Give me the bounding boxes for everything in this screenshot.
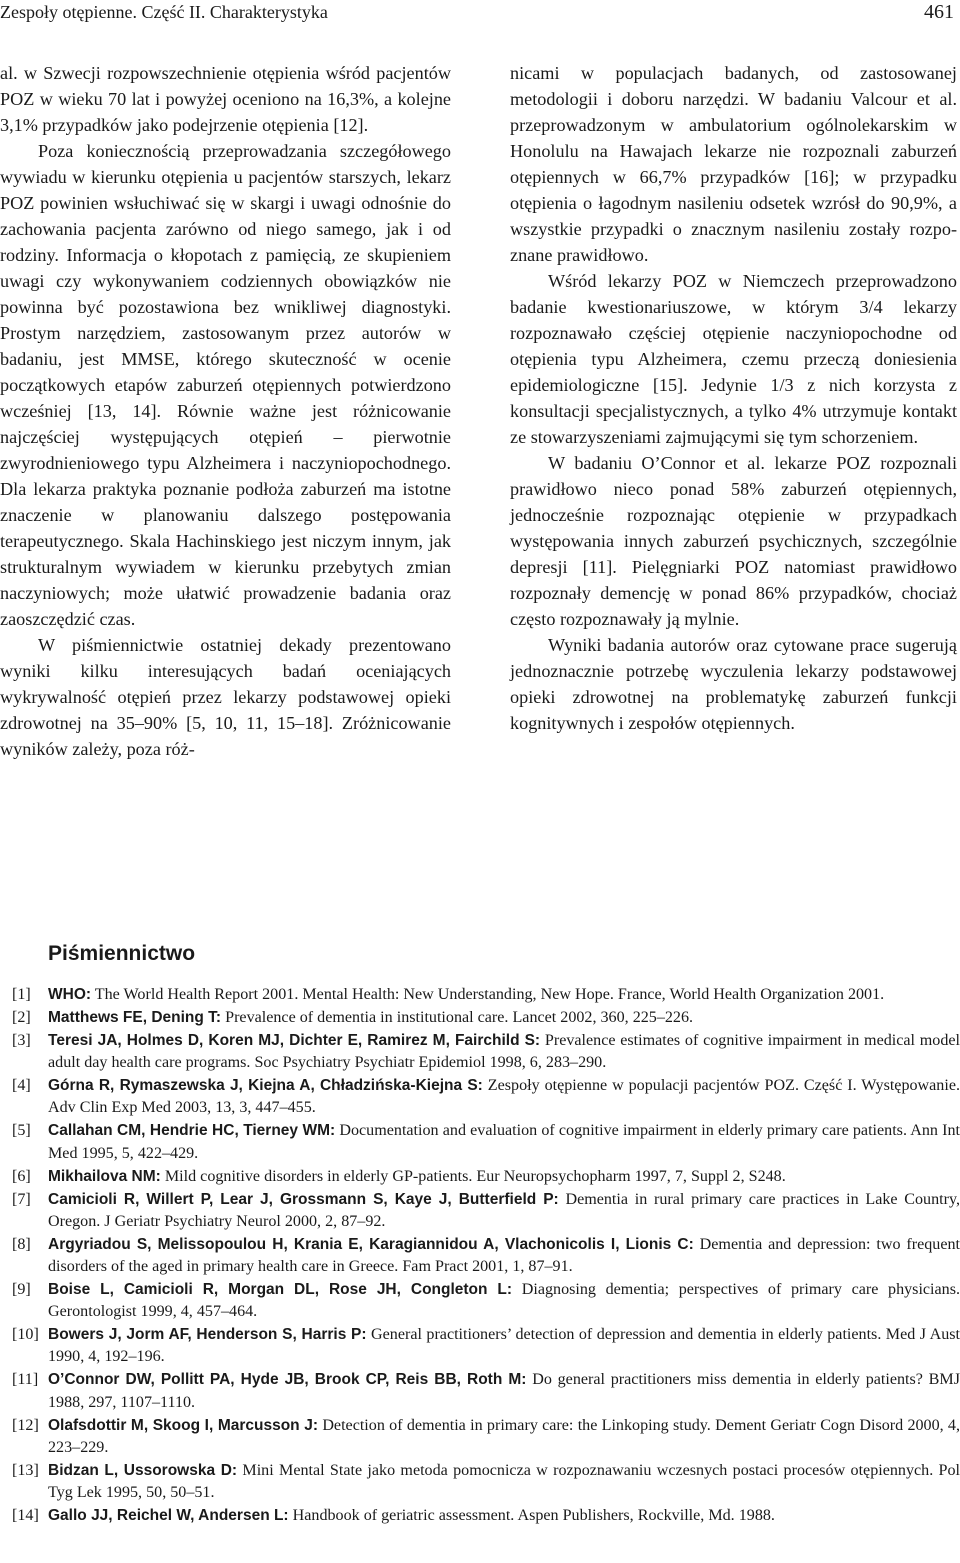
reference-authors: Matthews FE, Dening T:: [48, 1009, 222, 1026]
reference-number: [9]: [12, 1281, 31, 1299]
paragraph: al. w Szwecji rozpowszechnienie otępienia wśród pacjentów POZ w wieku 70 lat i powyżej oceniono na 16,3%, a kolejne 3,1% przypadków jako podejrzenie otępienia [12].: [0, 63, 451, 135]
reference-number: [2]: [12, 1009, 31, 1026]
reference-number: [5]: [12, 1122, 31, 1140]
reference-number: [6]: [12, 1167, 31, 1185]
reference-text: Detection of dementia in primary care: the Linkoping study. Dement Geriatr Cogn Disord 2000, 4, 223–229.: [48, 1416, 960, 1456]
reference-authors: Bidzan L, Ussorowska D:: [48, 1461, 238, 1479]
paragraph: Wyniki badania autorów oraz cytowane prace sugerują jednoznacznie potrzebę wyczulenia lekarzy podstawowej opieki zdrowotnej na problematykę zaburzeń funkcji kognitywnych i zespołów otępiennych.: [510, 635, 957, 733]
reference-number: [3]: [12, 1032, 31, 1049]
reference-text: Do general practitioners miss dementia in elderly patients? BMJ 1988, 297, 1107–1110.: [48, 1371, 960, 1411]
paragraph: nicami w populacjach badanych, od zastosowanej metodologii i doboru narzędzi. W badaniu Valcour et al. przeprowadzonym w ambulatorium ogólnolekarskim w Honolulu na Hawajach lekarze nie rozpoznali zaburzeń otępiennych w 66,7% przypadków [16]; w przypadku otępienia o łagodnym nasileniu odsetek wzrósł do 90,9%, a wszystkie przypadki o znacznym nasileniu zostały rozpoznane prawidłowo.: [510, 63, 957, 265]
reference-text: The World Health Report 2001. Mental Health: New Understanding, New Hope. France, World Health Organization 2001.: [94, 986, 885, 1003]
reference-number: [14]: [12, 1507, 39, 1525]
reference-text: Handbook of geriatric assessment. Aspen Publishers, Rockville, Md. 1988.: [292, 1507, 775, 1525]
reference-authors: Górna R, Rymaszewska J, Kiejna A, Chładzińska-Kiejna S:: [48, 1077, 483, 1095]
reference-number: [4]: [12, 1077, 31, 1095]
left-column: [0, 60, 451, 762]
running-header: [0, 0, 954, 24]
reference-text: Dementia in rural primary care practices in Lake Country, Oregon. J Geriatr Psychiatry Neurol 2000, 2, 87–92.: [48, 1190, 960, 1230]
reference-authors: Mikhailova NM:: [48, 1167, 161, 1185]
reference-text: Mini Mental State jako metoda pomocnicza w rozpoznawaniu wczesnych postaci procesów otępiennych. Pol Tyg Lek 1995, 50, 50–51.: [48, 1461, 960, 1502]
reference-item: [0, 1279, 960, 1323]
references-heading: Piśmiennictwo: [48, 942, 196, 965]
paragraph: W piśmiennictwie ostatniej dekady prezentowano wyniki kilku interesujących badań oceniających wykrywalność otępień przez lekarzy podstawowej opieki zdrowotnej na 35–90% [5, 10, 11, 15–18]. Zróżnicowanie wyników zależy, poza róż-: [0, 635, 451, 759]
reference-item: [0, 984, 960, 1006]
reference-item: [0, 1007, 960, 1029]
reference-item: [0, 1234, 960, 1278]
reference-text: Documentation and evaluation of cognitive impairment in elderly primary care patients. Ann Int Med 1995, 5, 422–429.: [48, 1122, 960, 1162]
reference-authors: Bowers J, Jorm AF, Henderson S, Harris P:: [48, 1326, 367, 1344]
reference-authors: O’Connor DW, Pollitt PA, Hyde JB, Brook CP, Reis BB, Roth M:: [48, 1371, 527, 1389]
reference-item: [0, 1505, 960, 1527]
reference-authors: Teresi JA, Holmes D, Koren MJ, Dichter E, Ramirez M, Fairchild S:: [48, 1032, 541, 1049]
reference-authors: Olafsdottir M, Skoog I, Marcusson J:: [48, 1416, 319, 1434]
reference-item: [0, 1120, 960, 1164]
reference-number: [13]: [12, 1461, 39, 1479]
reference-text: Zespoły otępienne w populacji pacjentów POZ. Część I. Występowanie. Adv Clin Exp Med 2003, 13, 3, 447–455.: [48, 1077, 960, 1117]
reference-item: [0, 1415, 960, 1459]
reference-authors: WHO:: [48, 986, 92, 1003]
reference-item: [0, 1075, 960, 1119]
reference-item: [0, 1030, 960, 1074]
reference-item: [0, 1189, 960, 1233]
reference-authors: Camicioli R, Willert P, Lear J, Grossmann S, Kaye J, Butterfield P:: [48, 1190, 559, 1208]
reference-text: Prevalence estimates of cognitive impairment in medical model adult day health care programs. Soc Psychiatry Psychiatr Epidemiol 1998, 6, 283–290.: [48, 1032, 960, 1072]
reference-text: Mild cognitive disorders in elderly GP-patients. Eur Neuropsychopharm 1997, 7, Suppl 2, S248.: [164, 1167, 786, 1185]
reference-text: General practitioners’ detection of depression and dementia in elderly patients. Med J Aust 1990, 4, 192–196.: [48, 1326, 960, 1366]
reference-authors: Gallo JJ, Reichel W, Andersen L:: [48, 1507, 289, 1525]
reference-text: Prevalence of dementia in institutional care. Lancet 2002, 360, 225–226.: [225, 1009, 694, 1026]
paragraph: W badaniu O’Connor et al. lekarze POZ rozpoznali prawidłowo nieco ponad 58% zaburzeń otępiennych, jednocześnie rozpoznając otępienie w przypadkach występowania innych zaburzeń psychicznych, szczególnie depresji [11]. Pielęgniarki POZ natomiast prawidłowo rozpoznały demencję w ponad 86% przypadków, chociaż często rozpoznawały ją mylnie.: [510, 453, 957, 629]
reference-item: [0, 1166, 960, 1188]
paragraph: Wśród lekarzy POZ w Niemczech przeprowadzono badanie kwestionariuszowe, w którym 3/4 lekarzy rozpoznawało częściej otępienie naczyniopochodne od otępienia typu Alzheimera, czemu przeczą doniesienia epidemiologiczne [15]. Jedynie 1/3 z nich korzysta z konsultacji specjalistycznych, a tylko 4% utrzymuje kontakt ze stowarzyszeniami zajmującymi się tym schorzeniem.: [510, 271, 957, 447]
reference-text: Dementia and depression: two frequent disorders of the aged in primary health care in Greece. Fam Pract 2001, 1, 87–91.: [48, 1235, 960, 1276]
reference-authors: Boise L, Camicioli R, Morgan DL, Rose JH, Congleton L:: [48, 1281, 513, 1299]
page-number: 461: [924, 1, 954, 23]
reference-authors: Argyriadou S, Melissopoulou H, Krania E, Karagiannidou A, Vlachonicolis I, Lionis C:: [48, 1235, 694, 1253]
reference-number: [1]: [12, 986, 31, 1003]
reference-number: [10]: [12, 1326, 39, 1344]
reference-number: [12]: [12, 1416, 39, 1434]
reference-item: [0, 1369, 960, 1413]
reference-number: [11]: [12, 1371, 39, 1389]
reference-text: Diagnosing dementia; perspectives of primary care physicians. Gerontologist 1999, 4, 457–464.: [48, 1281, 960, 1321]
reference-list: [0, 984, 960, 1528]
reference-item: [0, 1460, 960, 1504]
reference-number: [7]: [12, 1190, 31, 1208]
right-column: [510, 60, 957, 736]
reference-number: [8]: [12, 1235, 31, 1253]
body-text: [0, 60, 960, 890]
paragraph: Poza koniecznością przeprowadzania szczegółowego wywiadu w kierunku otępienia u pacjentów starszych, lekarz POZ powinien wsłuchiwać się w skargi i uwagi odnośnie do zachowania pacjenta zarówno od niego samego, jak i od rodziny. Informacja o kłopotach z pamięcią, ze skupieniem uwagi czy wykonywaniem codziennych obowiązków nie powinna być pozostawiona bez wnikliwej diagnostyki. Prostym narzędziem, zastosowanym przez autorów w badaniu, jest MMSE, którego skuteczność w ocenie początkowych etapów zaburzeń otępiennych potwierdzono wcześniej [13, 14]. Równie ważne jest różnicowanie najczęściej występujących otępień – pierwotnie zwyrodnieniowego typu Alzheimera i naczyniopochodnego. Dla lekarza praktyka poznanie podłoża zaburzeń ma istotne znaczenie w planowaniu dalszego postępowania terapeutycznego. Skala Hachinskiego jest niczym innym, jak strukturalnym wywiadem w kierunku przebytych zmian naczyniowych; może ułatwić prowadzenie badania oraz zaoszczędzić czas.: [0, 141, 451, 629]
running-title: Zespoły otępienne. Część II. Charakterystyka: [0, 2, 328, 22]
reference-item: [0, 1324, 960, 1368]
reference-authors: Callahan CM, Hendrie HC, Tierney WM:: [48, 1122, 336, 1140]
